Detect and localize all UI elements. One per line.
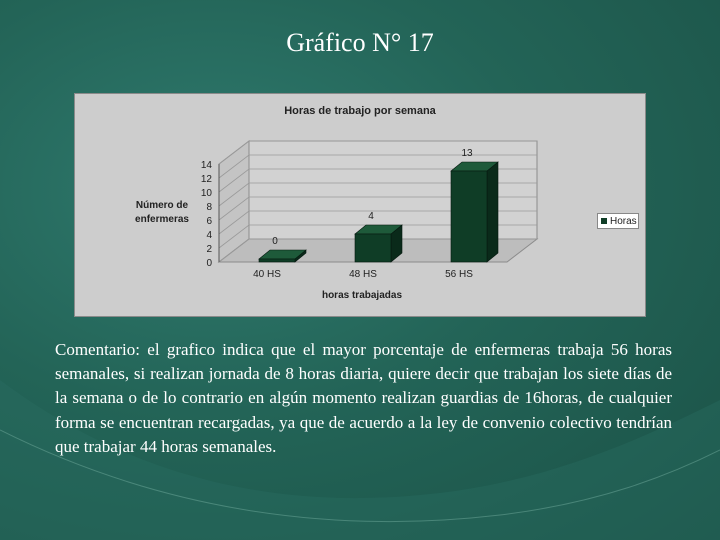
chart-legend [597, 213, 639, 229]
chart-panel [74, 93, 646, 317]
legend-swatch [601, 218, 607, 224]
data-label: 13 [461, 148, 473, 159]
y-axis-label-line1: Número de [135, 200, 189, 211]
x-tick-label: 40 HS [253, 269, 281, 280]
y-tick-label: 10 [200, 188, 212, 199]
x-tick-label: 56 HS [445, 269, 473, 280]
y-tick-label: 8 [206, 202, 212, 213]
data-label: 4 [368, 211, 374, 222]
bar [259, 259, 295, 262]
bar [451, 171, 487, 262]
y-tick-label: 4 [206, 230, 212, 241]
y-tick-label: 6 [206, 216, 212, 227]
chart-title: Horas de trabajo por semana [284, 105, 436, 117]
bar-side [487, 162, 498, 262]
y-tick-label: 12 [200, 174, 212, 185]
bar-chart [75, 94, 645, 316]
y-tick-label: 0 [206, 258, 212, 269]
legend-label: Horas [610, 215, 637, 227]
y-tick-label: 14 [200, 160, 212, 171]
chart-comment: Comentario: el grafico indica que el mayor porcentaje de enfermeras trabaja 56 horas semanales, si realizan jornada de 8 horas diaria, quiere decir que trabajan los siete días de la semana o de lo contrario en algún momento realizan guardias de 16horas, de cualquier forma se encuentran recargadas, ya que de acuerdo a la ley de convenio colectivo tendrían que trabajar 44 horas semanales. [55, 340, 672, 456]
x-axis-label: horas trabajadas [321, 290, 403, 301]
slide-title: Gráfico N° 17 [286, 28, 434, 57]
y-axis-label-line2: enfermeras [135, 214, 189, 225]
x-tick-label: 48 HS [349, 269, 377, 280]
data-label: 0 [272, 236, 278, 247]
bar [355, 234, 391, 262]
y-tick-label: 2 [206, 244, 212, 255]
